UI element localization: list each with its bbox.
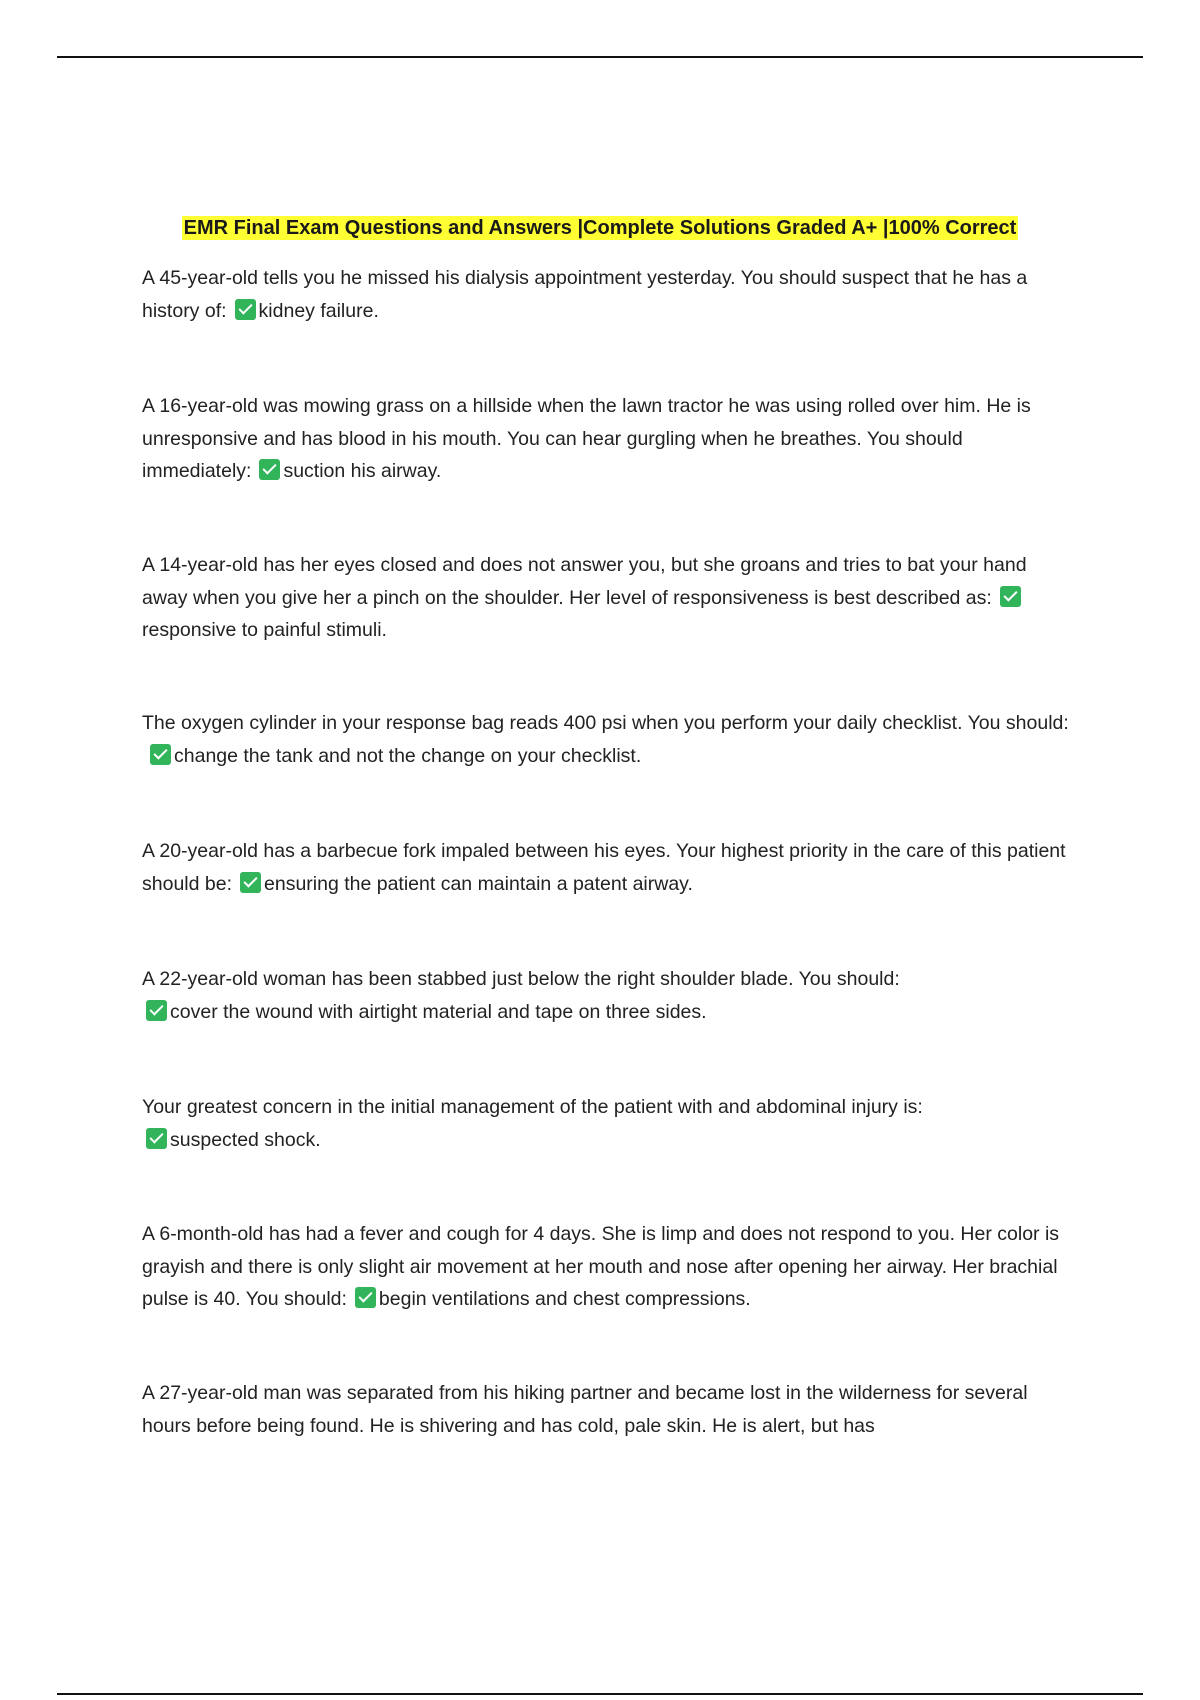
- question-text: A 27-year-old man was separated from his hiking partner and became lost in the wilderness for several hours before being found. He is shivering and has cold, pale skin. He is alert, but has: [142, 1382, 1028, 1437]
- check-box-icon: [235, 299, 256, 320]
- check-box-icon: [355, 1287, 376, 1308]
- question-text: A 22-year-old woman has been stabbed just below the right shoulder blade. You should:: [142, 968, 900, 990]
- header-rule: [57, 56, 1143, 58]
- answer-text: begin ventilations and chest compressions.: [378, 1288, 751, 1310]
- check-box-icon: [146, 1128, 167, 1149]
- question-text: A 14-year-old has her eyes closed and does not answer you, but she groans and tries to bat your hand away when you give her a pinch on the shoulder. Her level of responsiveness is best described as:: [142, 554, 1027, 609]
- footer-rule: [57, 1693, 1143, 1695]
- answer-text: suction his airway.: [283, 460, 442, 482]
- qa-item-6: [142, 963, 1072, 1028]
- answer-text: change the tank and not the change on your checklist.: [174, 744, 642, 767]
- qa-item-2: [142, 390, 1072, 488]
- question-text: The oxygen cylinder in your response bag reads 400 psi when you perform your daily checklist. You should:: [142, 712, 1069, 734]
- qa-item-3: [142, 549, 1072, 647]
- answer-text: ensuring the patient can maintain a patent airway.: [264, 872, 693, 895]
- check-box-icon: [240, 872, 261, 893]
- question-text: A 45-year-old tells you he missed his dialysis appointment yesterday. You should suspect that he has a history of:: [142, 267, 1028, 322]
- qa-item-9: [142, 1377, 1072, 1442]
- question-text: A 16-year-old was mowing grass on a hillside when the lawn tractor he was using rolled over him. He is unresponsive and has blood in his mouth. You can hear gurgling when he breathes. You should immediately:: [142, 395, 1031, 482]
- answer-text: responsive to painful stimuli.: [142, 619, 387, 641]
- document-title: [0, 214, 1200, 242]
- answer-text: kidney failure.: [258, 299, 379, 322]
- qa-item-7: [142, 1091, 1072, 1156]
- check-box-icon: [1000, 586, 1021, 607]
- qa-item-8: [142, 1218, 1072, 1316]
- qa-item-4: [142, 707, 1072, 772]
- document-title-text: EMR Final Exam Questions and Answers |Complete Solutions Graded A+ |100% Correct: [183, 217, 1017, 239]
- question-text: A 20-year-old has a barbecue fork impaled between his eyes. Your highest priority in the care of this patient should be:: [142, 840, 1066, 895]
- qa-item-5: [142, 835, 1072, 900]
- check-box-icon: [150, 744, 171, 765]
- answer-text: cover the wound with airtight material and tape on three sides.: [170, 1000, 707, 1023]
- question-text: A 6-month-old has had a fever and cough for 4 days. She is limp and does not respond to you. Her color is grayish and there is only slight air movement at her mouth and nose after opening her airway. Her brachial pulse is 40. You should:: [142, 1223, 1060, 1310]
- check-box-icon: [146, 1000, 167, 1021]
- question-text: Your greatest concern in the initial management of the patient with and abdominal injury is:: [142, 1096, 923, 1118]
- check-box-icon: [259, 459, 280, 480]
- qa-item-1: [142, 262, 1072, 327]
- answer-text: suspected shock.: [170, 1128, 321, 1151]
